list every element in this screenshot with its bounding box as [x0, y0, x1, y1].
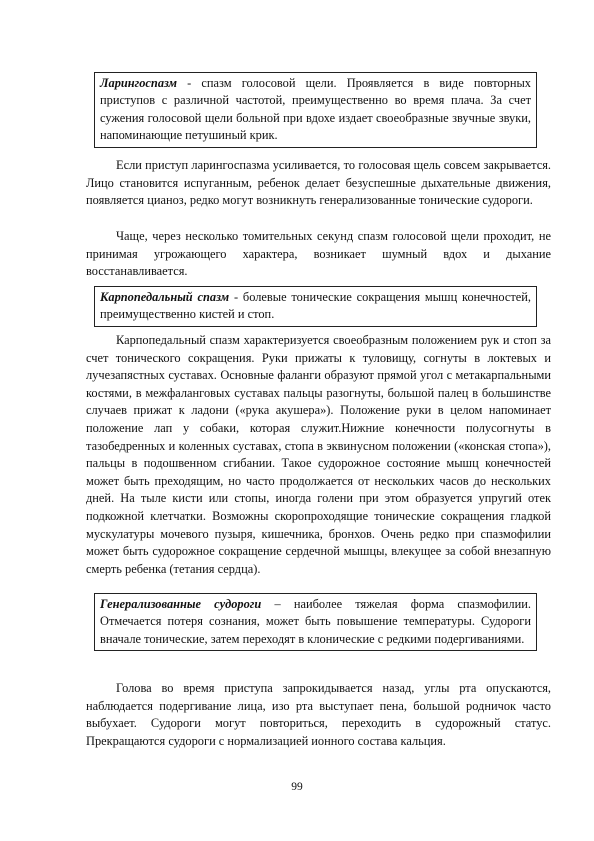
term-generalized-seizures: Генерализованные судороги: [100, 597, 262, 611]
definition-box-laryngospasm: [94, 72, 537, 148]
paragraph: Голова во время приступа запрокидывается назад, углы рта опускаются, наблюдается подергивание лица, изо рта выступает пена, большой родничок часто выбухает. Судороги могут повториться, переходить в судорожный статус. Прекращаются судороги с нормализацией ионного состава кальция.: [86, 681, 551, 748]
page-number: 99: [291, 781, 303, 793]
definition-text: - болевые тонические сокращения мышц конечностей, преимущественно кистей и стоп.: [100, 290, 531, 322]
definition-box-carpopedal-spasm: [94, 286, 537, 327]
definition-text: – наиболее тяжелая форма спазмофилии. Отмечается потеря сознания, может быть повышение температуры. Судороги вначале тонические, затем переходят в клонические с редкими подергиваниями.: [100, 597, 531, 646]
paragraph: Карпопедальный спазм характеризуется своеобразным положением рук и стоп за счет тонического сокращения. Руки прижаты к туловищу, согнуты в локтевых и лучезапястных суставах. Основные фаланги образуют прямой угол с метакарпальными костями, в межфаланговых суставах пальцы разогнуты, большой палец в большинстве случаев прижат к ладони («рука акушера»). Положение руки в целом напоминает положение лап у собаки, которая служит.Нижние конечности полусогнуты в тазобедренных и коленных суставах, стопа в эквинусном положении («конская стопа»), пальцы в подошвенном сгибании. Такое судорожное состояние мышц конечностей может быть преходящим, но часто продолжается от нескольких часов до нескольких дней. На тыле кисти или стопы, иногда голени при этом образуется упругий отек подкожной клетчатки. Возможны скоропроходящие тонические сокращения гладкой мускулатуры мочевого пузыря, кишечника, бронхов. Очень редко при спазмофилии может быть судорожное сокращение сердечной мышцы, влекущее за собой внезапную смерть ребенка (тетания сердца).: [86, 333, 551, 576]
term-laryngospasm: Ларингоспазм: [100, 76, 178, 90]
paragraph: Чаще, через несколько томительных секунд спазм голосовой щели проходит, не принимая угрожающего характера, возникает шумный вдох и дыхание восстанавливается.: [86, 229, 551, 279]
term-carpopedal-spasm: Карпопедальный спазм: [100, 290, 230, 304]
definition-box-generalized-seizures: [94, 593, 537, 651]
definition-text: - спазм голосовой щели. Проявляется в виде повторных приступов с различной частотой, преимущественно во время плача. За счет сужения голосовой щели больной при вдохе издает своеобразные звучные звуки, напоминающие петушиный крик.: [100, 76, 531, 143]
paragraph: Если приступ ларингоспазма усиливается, то голосовая щель совсем закрывается. Лицо становится испуганным, ребенок делает безуспешные дыхательные движения, появляется цианоз, редко могут возникнуть генерализованные тонические судороги.: [86, 158, 551, 208]
